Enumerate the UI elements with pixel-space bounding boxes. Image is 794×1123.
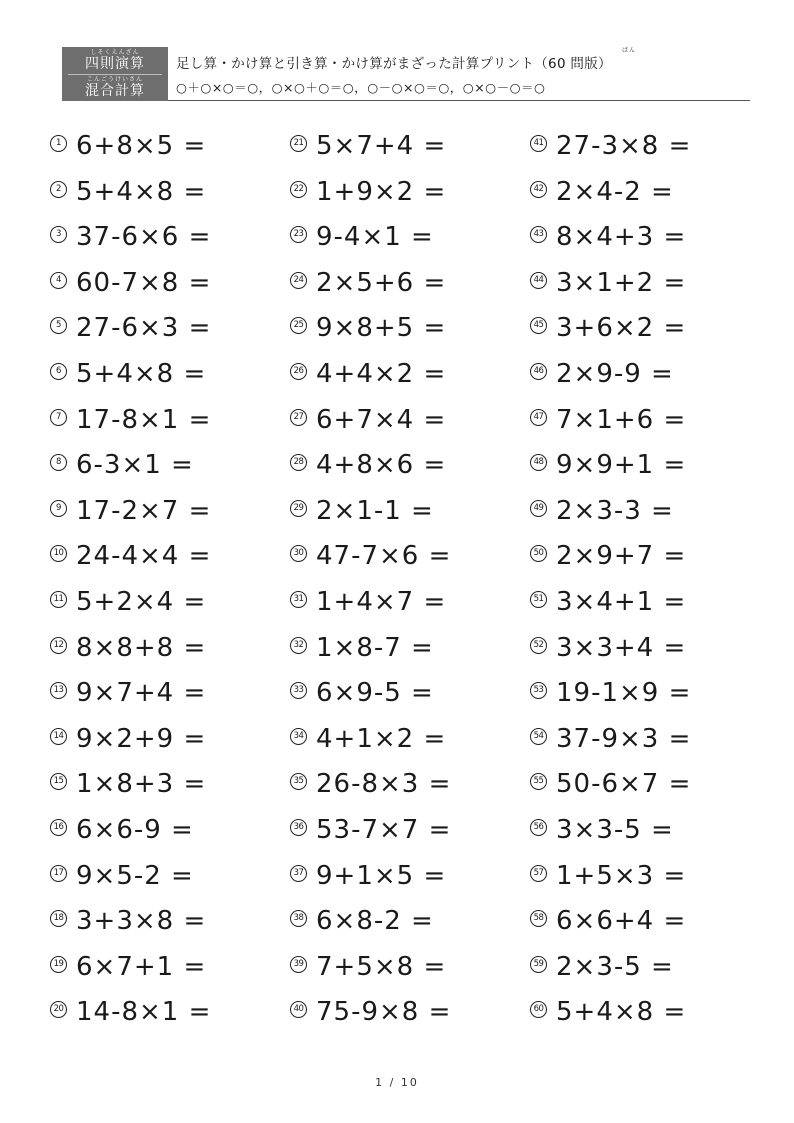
problem-item <box>530 584 750 620</box>
badge-top-label: 四則演算 <box>85 56 145 72</box>
problem-expression: 6×8-2 = <box>316 906 434 937</box>
problem-item <box>290 310 510 346</box>
problem-item <box>530 903 750 939</box>
problem-number: 60 <box>530 1001 547 1018</box>
problem-item <box>290 538 510 574</box>
problem-number: 20 <box>50 1001 67 1018</box>
problem-expression: 2×9-9 = <box>556 359 674 389</box>
problem-expression: 3×3+4 = <box>556 632 687 663</box>
problem-item <box>290 219 510 255</box>
problem-item <box>50 949 270 985</box>
badge-bottom-cell <box>62 76 168 100</box>
problem-number: 39 <box>290 956 307 973</box>
problem-expression: 9+1×5 = <box>316 860 447 891</box>
problem-expression: 5+4×8 = <box>76 176 207 207</box>
problem-number: 26 <box>290 363 307 380</box>
problem-expression: 5×7+4 = <box>316 131 447 161</box>
problem-number: 23 <box>290 226 307 243</box>
problem-expression: 2×3-5 = <box>556 951 674 982</box>
problem-number: 33 <box>290 682 307 699</box>
problem-item <box>50 766 270 802</box>
problem-expression: 7×1+6 = <box>556 404 687 435</box>
problem-expression: 3+6×2 = <box>556 313 687 344</box>
problem-expression: 26-8×3 = <box>316 769 452 800</box>
problem-item <box>290 675 510 711</box>
problem-number: 57 <box>530 865 547 882</box>
problem-number: 16 <box>50 819 67 836</box>
problem-item <box>50 675 270 711</box>
problem-number: 56 <box>530 819 547 836</box>
problem-item <box>290 584 510 620</box>
problem-expression: 1×8+3 = <box>76 769 207 800</box>
problem-number: 48 <box>530 454 547 471</box>
problem-number: 25 <box>290 317 307 334</box>
problem-expression: 6×6+4 = <box>556 906 687 937</box>
problem-number: 24 <box>290 272 307 289</box>
problem-item <box>50 493 270 529</box>
problem-item <box>290 630 510 666</box>
problem-number: 34 <box>290 728 307 745</box>
problem-expression: 6×9-5 = <box>316 678 434 709</box>
problem-expression: 37-9×3 = <box>556 723 692 754</box>
problem-number: 53 <box>530 682 547 699</box>
problem-expression: 4+1×2 = <box>316 723 447 754</box>
problem-expression: 9×5-2 = <box>76 860 194 891</box>
problem-expression: 4+4×2 = <box>316 359 447 389</box>
problem-expression: 1+9×2 = <box>316 176 447 207</box>
problem-item <box>290 493 510 529</box>
problem-number: 4 <box>50 272 67 289</box>
problem-item <box>290 447 510 483</box>
problem-item <box>290 356 510 392</box>
problem-item <box>290 174 510 210</box>
problem-item <box>530 766 750 802</box>
problem-item <box>290 402 510 438</box>
problem-expression: 9×7+4 = <box>76 678 207 709</box>
problem-number: 44 <box>530 272 547 289</box>
problem-number: 49 <box>530 500 547 517</box>
problem-item <box>530 128 750 164</box>
problem-number: 35 <box>290 773 307 790</box>
problem-item <box>50 310 270 346</box>
problem-number: 37 <box>290 865 307 882</box>
problem-number: 15 <box>50 773 67 790</box>
problem-expression: 5+4×8 = <box>76 359 207 389</box>
problem-expression: 53-7×7 = <box>316 815 452 845</box>
problem-item <box>50 174 270 210</box>
problem-number: 45 <box>530 317 547 334</box>
problem-item <box>530 812 750 848</box>
problem-grid <box>50 128 750 1048</box>
problem-item <box>530 265 750 301</box>
worksheet-subtitle: ○＋○×○＝○，○×○＋○＝○，○－○×○＝○，○×○－○＝○ <box>176 80 546 95</box>
problem-number: 54 <box>530 728 547 745</box>
problem-number: 22 <box>290 181 307 198</box>
problem-expression: 47-7×6 = <box>316 541 452 572</box>
problem-number: 2 <box>50 181 67 198</box>
badge-top-cell <box>62 49 168 73</box>
problem-number: 38 <box>290 910 307 927</box>
problem-number: 41 <box>530 135 547 152</box>
problem-item <box>290 265 510 301</box>
page-number: 1 / 10 <box>375 1076 419 1089</box>
problem-item <box>290 128 510 164</box>
problem-item <box>50 538 270 574</box>
problem-item <box>530 721 750 757</box>
problem-item <box>290 994 510 1030</box>
problem-number: 27 <box>290 409 307 426</box>
problem-number: 10 <box>50 545 67 562</box>
problem-item <box>530 949 750 985</box>
problem-item <box>530 402 750 438</box>
problem-item <box>50 128 270 164</box>
problem-expression: 2×1-1 = <box>316 495 434 526</box>
problem-expression: 8×8+8 = <box>76 632 207 663</box>
problem-expression: 24-4×4 = <box>76 541 212 572</box>
problem-item <box>50 584 270 620</box>
problem-item <box>50 356 270 392</box>
problem-item <box>530 493 750 529</box>
problem-item <box>290 858 510 894</box>
problem-number: 5 <box>50 317 67 334</box>
problem-item <box>50 402 270 438</box>
problem-item <box>530 630 750 666</box>
category-badge <box>62 47 168 101</box>
problem-number: 40 <box>290 1001 307 1018</box>
problem-number: 46 <box>530 363 547 380</box>
problem-number: 42 <box>530 181 547 198</box>
problem-expression: 50-6×7 = <box>556 769 692 800</box>
problem-number: 29 <box>290 500 307 517</box>
problem-number: 55 <box>530 773 547 790</box>
problem-expression: 9×2+9 = <box>76 723 207 754</box>
problem-expression: 9×9+1 = <box>556 450 687 481</box>
problem-number: 36 <box>290 819 307 836</box>
badge-bottom-label: 混合計算 <box>85 83 145 99</box>
problem-number: 9 <box>50 500 67 517</box>
worksheet-title: 足し算・かけ算と引き算・かけ算がまざった計算プリント（60 問版） <box>176 56 612 72</box>
problem-expression: 5+4×8 = <box>556 997 687 1028</box>
problem-number: 7 <box>50 409 67 426</box>
problem-expression: 1×8-7 = <box>316 632 434 663</box>
problem-item <box>530 858 750 894</box>
problem-expression: 9×8+5 = <box>316 313 447 344</box>
problem-item <box>290 721 510 757</box>
problem-expression: 6-3×1 = <box>76 450 194 481</box>
problem-number: 50 <box>530 545 547 562</box>
problem-item <box>530 994 750 1030</box>
problem-number: 1 <box>50 135 67 152</box>
problem-item <box>530 538 750 574</box>
badge-bottom-ruby: こんごうけいさん <box>86 76 143 83</box>
problem-item <box>50 265 270 301</box>
problem-expression: 14-8×1 = <box>76 997 212 1028</box>
problem-item <box>50 447 270 483</box>
problem-item <box>50 858 270 894</box>
problem-expression: 3×3-5 = <box>556 815 674 845</box>
problem-number: 58 <box>530 910 547 927</box>
title-ruby: ばん <box>622 47 637 54</box>
problem-item <box>530 447 750 483</box>
problem-expression: 2×9+7 = <box>556 541 687 572</box>
problem-expression: 6×7+1 = <box>76 951 207 982</box>
problem-expression: 37-6×6 = <box>76 222 212 253</box>
problem-number: 28 <box>290 454 307 471</box>
problem-number: 6 <box>50 363 67 380</box>
problem-item <box>530 356 750 392</box>
problem-number: 52 <box>530 637 547 654</box>
problem-expression: 9-4×1 = <box>316 222 434 253</box>
problem-number: 12 <box>50 637 67 654</box>
problem-expression: 75-9×8 = <box>316 997 452 1028</box>
header-rule <box>168 100 750 101</box>
problem-number: 14 <box>50 728 67 745</box>
problem-expression: 27-3×8 = <box>556 131 692 161</box>
problem-expression: 4+8×6 = <box>316 450 447 481</box>
problem-expression: 19-1×9 = <box>556 678 692 709</box>
problem-item <box>530 310 750 346</box>
problem-item <box>290 949 510 985</box>
problem-item <box>290 812 510 848</box>
problem-expression: 5+2×4 = <box>76 587 207 617</box>
problem-item <box>530 219 750 255</box>
problem-expression: 1+5×3 = <box>556 860 687 891</box>
problem-number: 19 <box>50 956 67 973</box>
problem-expression: 6×6-9 = <box>76 815 194 845</box>
problem-number: 47 <box>530 409 547 426</box>
problem-item <box>50 994 270 1030</box>
problem-expression: 17-2×7 = <box>76 495 212 526</box>
problem-item <box>290 766 510 802</box>
problem-item <box>530 675 750 711</box>
problem-number: 13 <box>50 682 67 699</box>
problem-expression: 3×4+1 = <box>556 587 687 617</box>
problem-item <box>50 219 270 255</box>
problem-number: 3 <box>50 226 67 243</box>
problem-number: 51 <box>530 591 547 608</box>
problem-number: 18 <box>50 910 67 927</box>
problem-number: 21 <box>290 135 307 152</box>
problem-number: 31 <box>290 591 307 608</box>
problem-item <box>50 903 270 939</box>
problem-expression: 1+4×7 = <box>316 587 447 617</box>
problem-expression: 3+3×8 = <box>76 906 207 937</box>
problem-item <box>50 630 270 666</box>
problem-item <box>50 812 270 848</box>
problem-expression: 2×4-2 = <box>556 176 674 207</box>
problem-expression: 60-7×8 = <box>76 267 212 298</box>
badge-divider <box>68 74 162 75</box>
problem-item <box>50 721 270 757</box>
problem-number: 59 <box>530 956 547 973</box>
problem-expression: 6+7×4 = <box>316 404 447 435</box>
problem-number: 11 <box>50 591 67 608</box>
problem-expression: 8×4+3 = <box>556 222 687 253</box>
problem-expression: 17-8×1 = <box>76 404 212 435</box>
problem-expression: 3×1+2 = <box>556 267 687 298</box>
worksheet-header <box>62 47 750 101</box>
badge-top-ruby: しそくえんざん <box>90 49 140 56</box>
problem-number: 17 <box>50 865 67 882</box>
problem-expression: 2×3-3 = <box>556 495 674 526</box>
problem-item <box>290 903 510 939</box>
problem-number: 43 <box>530 226 547 243</box>
problem-expression: 27-6×3 = <box>76 313 212 344</box>
problem-number: 30 <box>290 545 307 562</box>
problem-expression: 2×5+6 = <box>316 267 447 298</box>
problem-expression: 7+5×8 = <box>316 951 447 982</box>
problem-number: 8 <box>50 454 67 471</box>
problem-number: 32 <box>290 637 307 654</box>
problem-item <box>530 174 750 210</box>
problem-expression: 6+8×5 = <box>76 131 207 161</box>
